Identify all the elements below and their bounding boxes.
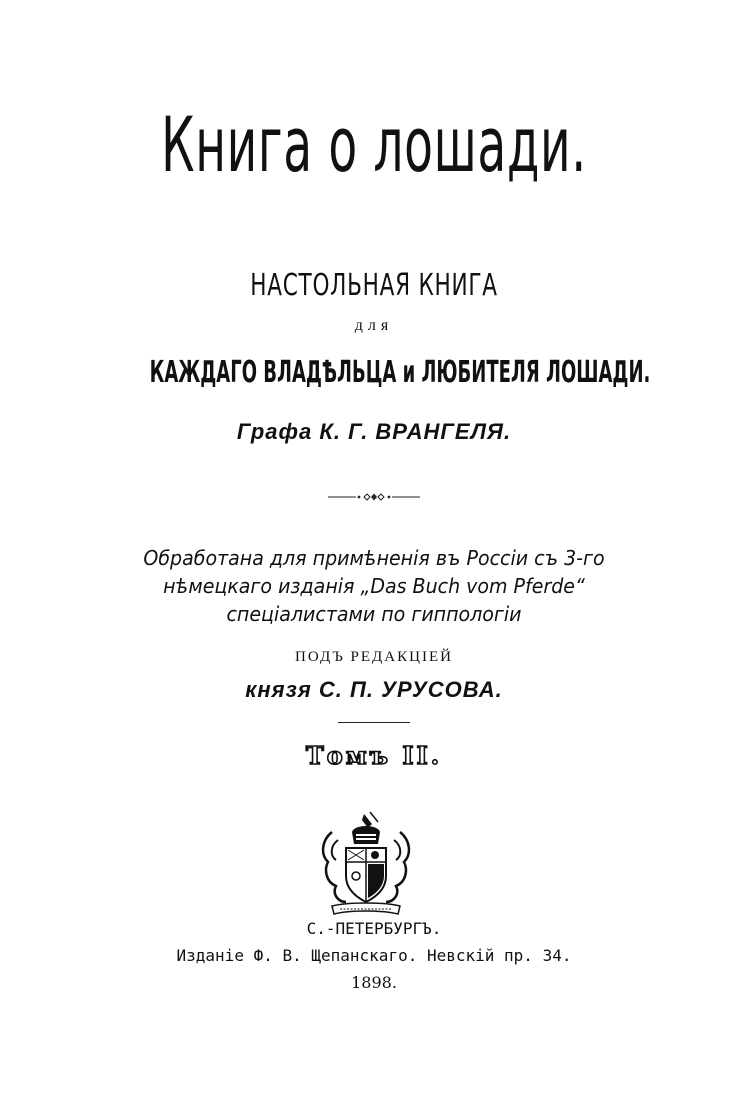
heraldic-crest-icon (318, 810, 414, 922)
author-line: Графа К. Г. ВРАНГЕЛЯ. (236, 419, 512, 444)
description-line-1: Обработана для примѣненія въ Россіи съ 3-го (143, 546, 605, 570)
description-line-2: нѣмецкаго изданія „Das Buch vom Pferde“ (163, 574, 585, 598)
imprint-city: С.-ПЕТЕРБУРГЪ. (306, 919, 442, 938)
divider-ornament-icon (328, 492, 420, 502)
volume-number: Томъ II. (305, 741, 443, 770)
description-line-3: спеціалистами по гиппологіи (226, 602, 522, 626)
subtitle-line-2: КАЖДАГО ВЛАДѢЛЬЦА и ЛЮБИТЕЛЯ ЛОШАДИ. (149, 355, 651, 390)
divider-rule (338, 722, 410, 723)
subtitle-for: для (354, 317, 394, 334)
book-title: Книга о лошади. (161, 100, 587, 189)
subtitle-line-1: НАСТОЛЬНАЯ КНИГА (250, 268, 498, 303)
imprint-year: 1898. (351, 973, 397, 992)
editor-label: ПОДЪ РЕДАКЦІЕЙ (295, 649, 453, 665)
imprint-publisher: Изданіе Ф. В. Щепанскаго. Невскій пр. 34. (176, 946, 572, 965)
editor-name: князя С. П. УРУСОВА. (245, 677, 503, 702)
